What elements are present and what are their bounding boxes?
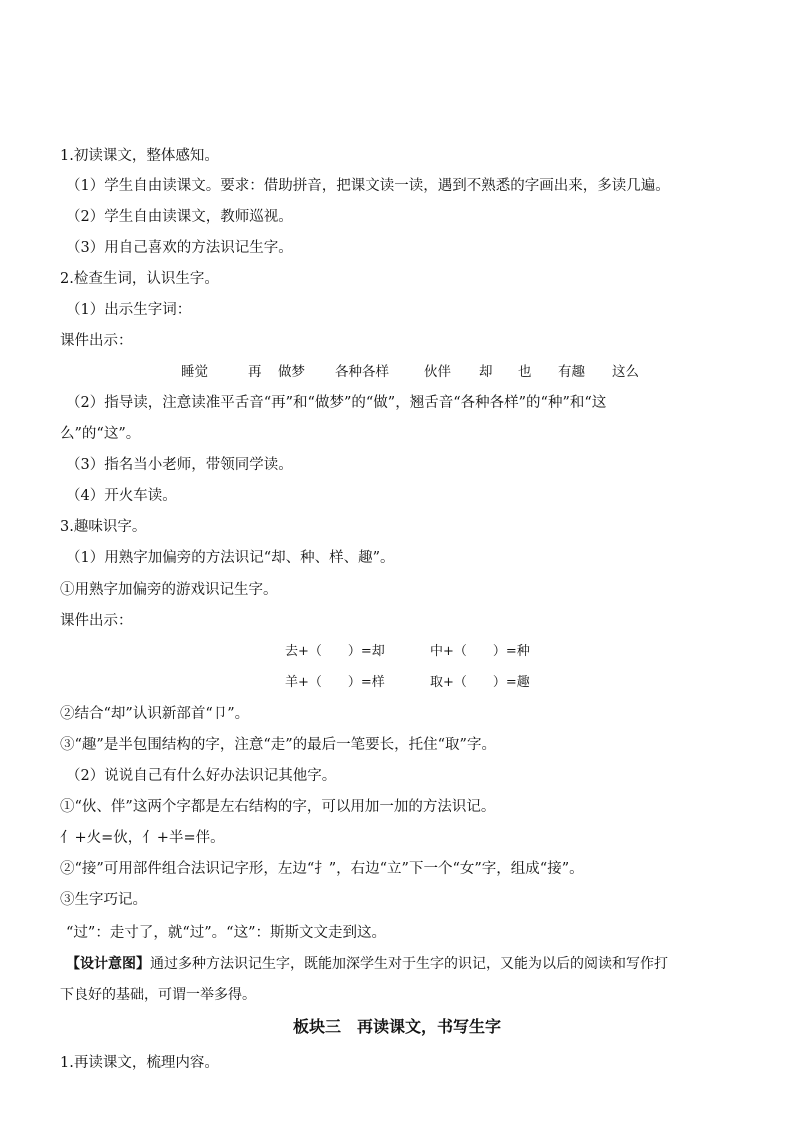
courseware-label-1: 课件出示： <box>60 333 133 349</box>
equation: 去+（ ）=却 <box>285 644 385 659</box>
step-4-title: 1.再读课文，梳理内容。 <box>60 1055 219 1071</box>
step-2-item-2-continued: 么”的“这”。 <box>60 426 141 442</box>
section-heading: 板块三 再读课文，书写生字 <box>292 1017 501 1036</box>
step-2-item-4: （4）开火车读。 <box>66 488 177 504</box>
step-2-item-1: （1）出示生字词： <box>66 302 192 318</box>
step-3-item-2: （2）说说自己有什么好办法识记其他字。 <box>66 768 337 784</box>
step-3-item-2-c-detail: “过”：走寸了，就“过”。“这”：斯斯文文走到这。 <box>66 925 386 941</box>
step-3-item-2-a-equation: 亻+火=伙，亻+半=伴。 <box>60 830 225 846</box>
vocab-word: 睡觉 <box>181 364 208 380</box>
vocab-word: 有趣 <box>558 364 585 380</box>
vocab-word: 再 <box>248 364 262 380</box>
step-3-item-1-c: ③“趣”是半包围结构的字，注意“走”的最后一笔要长，托住“取”字。 <box>60 737 496 753</box>
step-1-title: 1.初读课文，整体感知。 <box>60 148 219 164</box>
equation: 中+（ ）=种 <box>430 644 530 659</box>
equation: 羊+（ ）=样 <box>285 675 385 690</box>
step-2-item-2: （2）指导读，注意读准平舌音“再”和“做梦”的“做”，翘舌音“各种各样”的“种”和“这 <box>66 395 607 411</box>
design-intent-text: 通过多种方法识记生字，既能加深学生对于生字的识记，又能为以后的阅读和写作打 <box>150 956 668 972</box>
design-intent-continued: 下良好的基础，可谓一举多得。 <box>60 987 256 1003</box>
step-3-item-1-a: ①用熟字加偏旁的游戏识记生字。 <box>60 582 278 598</box>
step-3-item-1-b: ②结合“却”认识新部首“卩”。 <box>60 706 250 722</box>
step-3-item-1: （1）用熟字加偏旁的方法识记“却、种、样、趣”。 <box>66 550 395 566</box>
equation: 取+（ ）=趣 <box>430 675 530 690</box>
vocab-word: 这么 <box>612 364 639 380</box>
step-3-title: 3.趣味识字。 <box>60 519 147 535</box>
vocab-word: 伙伴 <box>424 364 451 380</box>
step-3-item-2-c: ③生字巧记。 <box>60 892 147 908</box>
step-3-item-2-a: ①“伙、伴”这两个字都是左右结构的字，可以用加一加的方法识记。 <box>60 799 496 815</box>
courseware-label-2: 课件出示： <box>60 613 133 629</box>
step-3-item-2-b: ②“接”可用部件组合法识记字形，左边“扌”，右边“立”下一个“女”字，组成“接”。 <box>60 861 584 877</box>
step-2-item-3: （3）指名当小老师，带领同学读。 <box>66 457 293 473</box>
step-1-item-2: （2）学生自由读课文，教师巡视。 <box>66 209 293 225</box>
step-1-item-1: （1）学生自由读课文。要求：借助拼音，把课文读一读，遇到不熟悉的字画出来，多读几遍。 <box>66 178 670 194</box>
step-2-title: 2.检查生词，认识生字。 <box>60 271 219 287</box>
vocab-word: 却 <box>479 364 493 380</box>
vocab-word: 做梦 <box>278 364 305 380</box>
vocab-word: 各种各样 <box>335 364 389 380</box>
vocab-word: 也 <box>518 364 532 380</box>
design-intent <box>66 954 668 974</box>
design-intent-label: 【设计意图】 <box>66 956 150 972</box>
step-1-item-3: （3）用自己喜欢的方法识记生字。 <box>66 240 293 256</box>
